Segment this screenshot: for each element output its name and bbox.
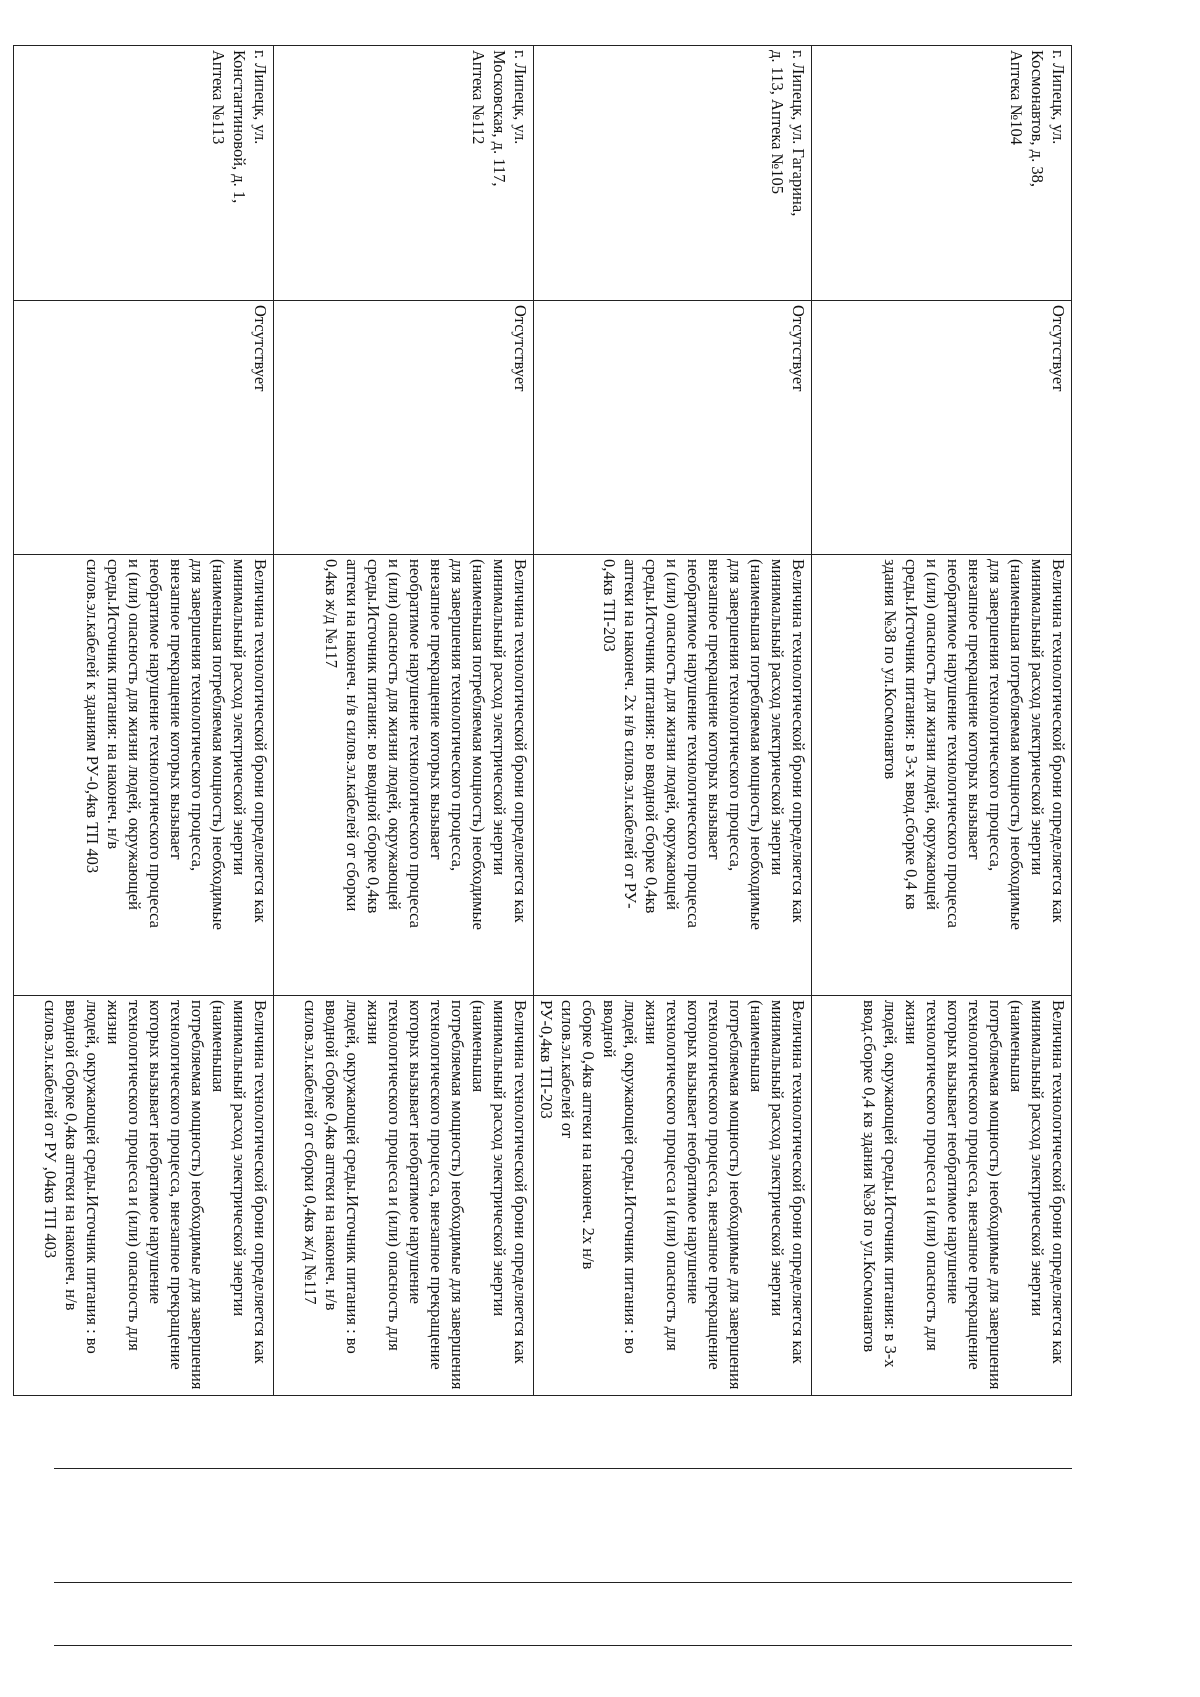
signature-line xyxy=(54,1582,1072,1583)
table-row xyxy=(274,46,534,1396)
rotated-page-content xyxy=(41,45,1072,1653)
table-row xyxy=(534,46,812,1396)
table-row xyxy=(812,46,1072,1396)
signature-line xyxy=(54,1468,1072,1469)
description-cell: Величина технологической брони определяется как минимальный расход электрической энергии (наименьшая потребляемая мощность) необходимые для завершения технологического процесса, внезапное прекращение которых вызывает необратимое нарушение технологического процесса и (или) опасность для жизни людей, окружающей среды.Источник питания: во вводной сборке 0,4кв аптеки на наконеч. 2х н/в силов.эл.кабелей от РУ- 0,4кв ТП-203 xyxy=(534,555,812,996)
description-cell-alt: Величина технологической брони определяется как минимальный расход электрической энергии (наименьшая потребляемая мощность) необходимые для завершения технологического процесса, внезапное прекращение которых вызывает необратимое нарушение технологического процесса и (или) опасность для жизни людей, окружающей среды.Источник питания : во вводной сборке 0,4кв аптеки на наконеч. н/в силов.эл.кабелей от РУ ,04кв ТП 403 xyxy=(14,996,274,1396)
description-cell: Величина технологической брони определяется как минимальный расход электрической энергии (наименьшая потребляемая мощность) необходимые для завершения технологического процесса, внезапное прекращение которых вызывает необратимое нарушение технологического процесса и (или) опасность для жизни людей, окружающей среды.Источник питания: во вводной сборке 0,4кв аптеки на наконеч. н/в силов.эл.кабелей от сборки 0,4кв ж/д №117 xyxy=(274,555,534,996)
address-cell: г. Липецк, ул. Московская, д. 117, Аптека №112 xyxy=(274,46,534,301)
table-row xyxy=(14,46,274,1396)
address-cell: г. Липецк, ул. Космонавтов, д. 38, Аптека №104 xyxy=(812,46,1072,301)
address-cell: г. Липецк, ул. Константиновой, д. 1, Аптека №113 xyxy=(14,46,274,301)
description-cell-alt: Величина технологической брони определяется как минимальный расход электрической энергии (наименьшая потребляемая мощность) необходимые для завершения технологического процесса, внезапное прекращение которых вызывает необратимое нарушение технологического процесса и (или) опасность для жизни людей, окружающей среды.Источник питания : во вводной сборке 0,4кв аптеки на наконеч. н/в силов.эл.кабелей от сборки 0,4кв ж/д №117 xyxy=(274,996,534,1396)
status-cell: Отсутствует xyxy=(274,301,534,555)
description-cell-alt: Величина технологической брони определяется как минимальный расход электрической энергии (наименьшая потребляемая мощность) необходимые для завершения технологического процесса, внезапное прекращение которых вызывает необратимое нарушение технологического процесса и (или) опасность для жизни людей, окружающей среды.Источник питания: в 3-х ввод.сборке 0,4 кв здания №38 по ул.Космонавтов xyxy=(812,996,1072,1396)
status-cell: Отсутствует xyxy=(534,301,812,555)
signature-line xyxy=(54,1645,1072,1646)
description-cell-alt: Величина технологической брони определяется как минимальный расход электрической энергии (наименьшая потребляемая мощность) необходимые для завершения технологического процесса, внезапное прекращение которых вызывает необратимое нарушение технологического процесса и (или) опасность для жизни людей, окружающей среды.Источник питания : во вводной сборке 0,4кв аптеки на наконеч. 2х н/в силов.эл.кабелей от РУ-0,4кв ТП-203 xyxy=(534,996,812,1396)
description-cell: Величина технологической брони определяется как минимальный расход электрической энергии (наименьшая потребляемая мощность) необходимые для завершения технологического процесса, внезапное прекращение которых вызывает необратимое нарушение технологического процесса и (или) опасность для жизни людей, окружающей среды.Источник питания: на наконеч. н/в силов.эл.кабелей к зданиям РУ-0,4кв ТП 403 xyxy=(14,555,274,996)
status-cell: Отсутствует xyxy=(812,301,1072,555)
reserve-table xyxy=(13,45,1072,1396)
status-cell: Отсутствует xyxy=(14,301,274,555)
description-cell: Величина технологической брони определяется как минимальный расход электрической энергии (наименьшая потребляемая мощность) необходимые для завершения технологического процесса, внезапное прекращение которых вызывает необратимое нарушение технологического процесса и (или) опасность для жизни людей, окружающей среды.Источник питания: в 3-х ввод.сборке 0,4 кв здания №38 по ул.Космонавтов xyxy=(812,555,1072,996)
address-cell: г. Липецк, ул. Гагарина, д. 113, Аптека №105 xyxy=(534,46,812,301)
